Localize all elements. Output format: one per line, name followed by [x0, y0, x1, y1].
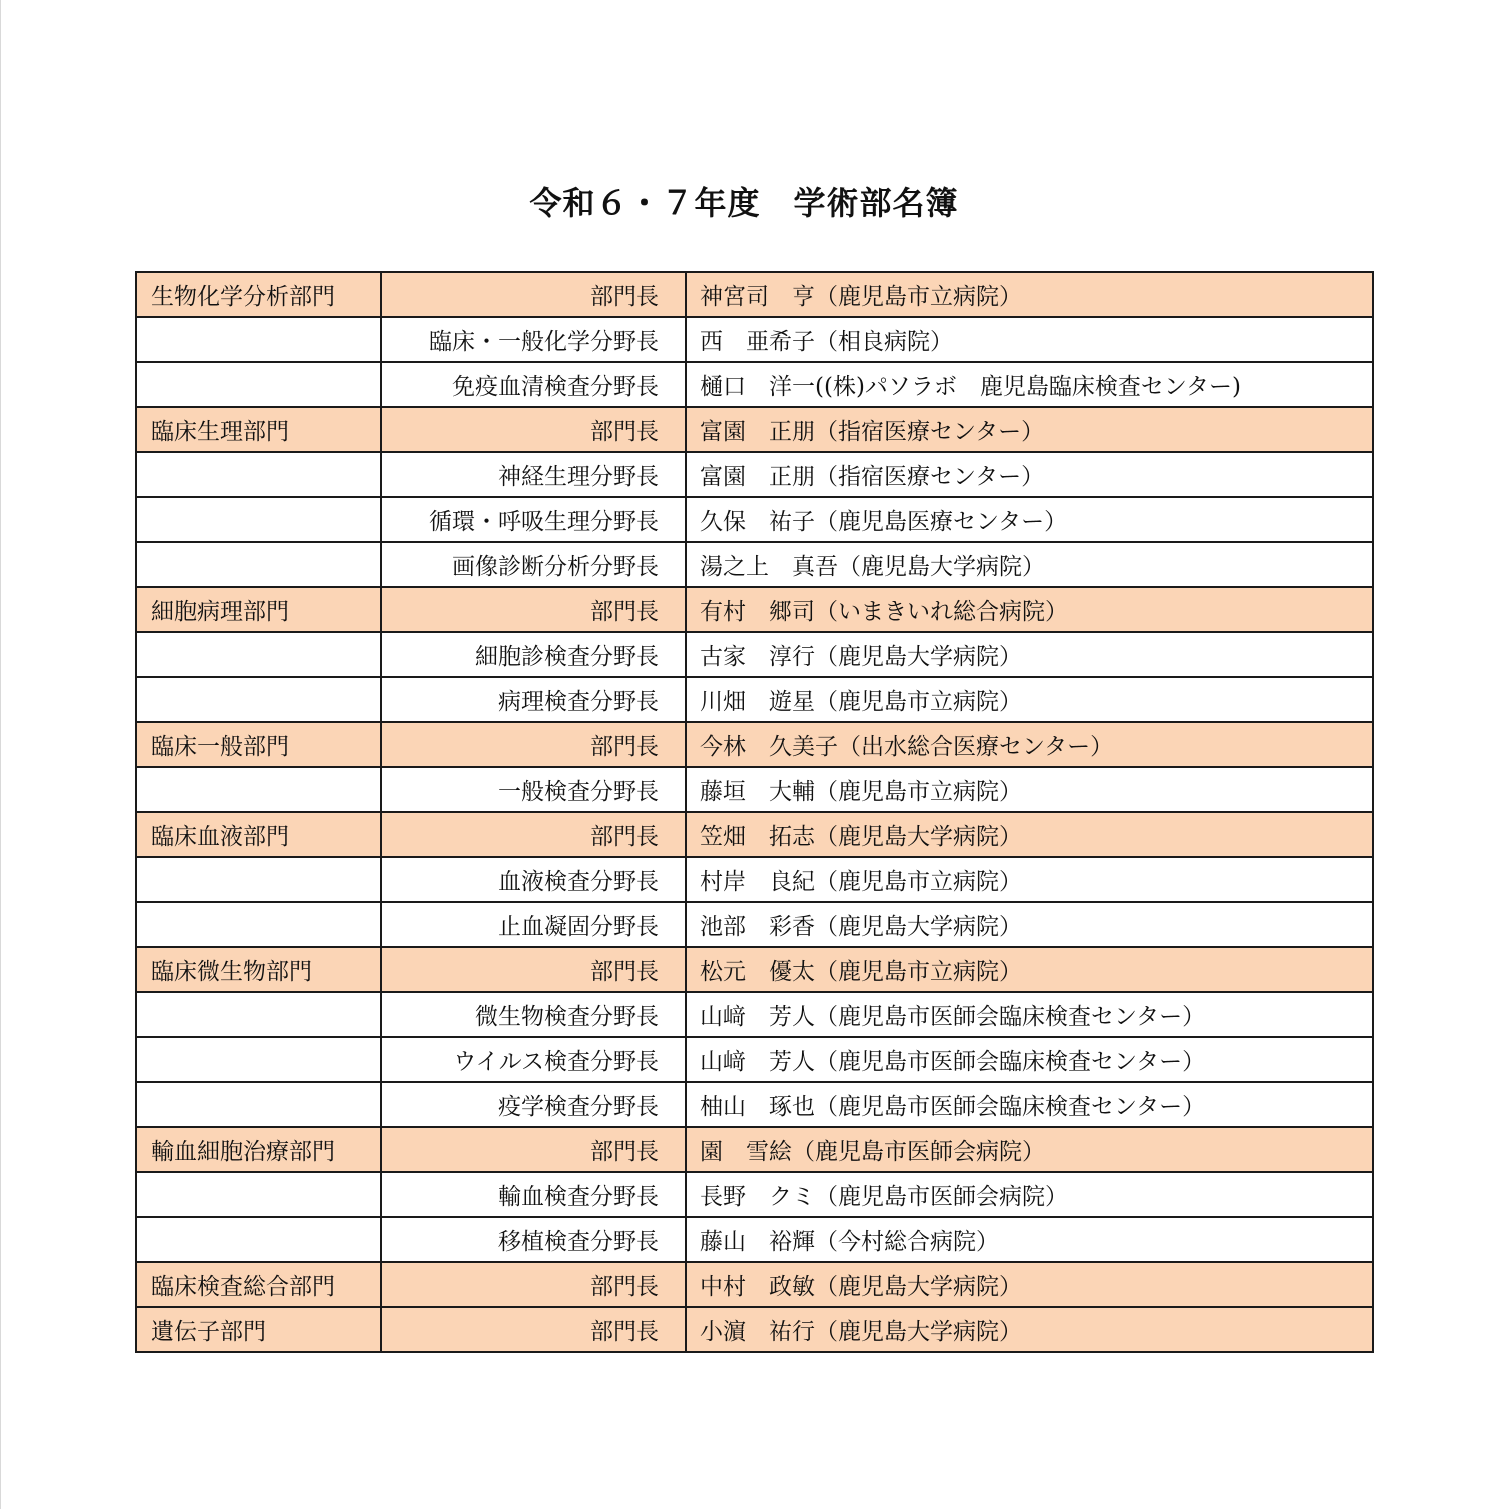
role-cell: 止血凝固分野長	[381, 902, 686, 947]
department-cell: 細胞病理部門	[136, 587, 381, 632]
department-head-row	[136, 1307, 1373, 1352]
person-cell: 神宮司 亨（鹿児島市立病院）	[686, 272, 1373, 317]
person-cell: 富園 正朋（指宿医療センター）	[686, 407, 1373, 452]
role-cell: 部門長	[381, 1307, 686, 1352]
person-cell: 山﨑 芳人（鹿児島市医師会臨床検査センター）	[686, 1037, 1373, 1082]
person-cell: 園 雪絵（鹿児島市医師会病院）	[686, 1127, 1373, 1172]
role-cell: 病理検査分野長	[381, 677, 686, 722]
department-head-row	[136, 812, 1373, 857]
department-head-row	[136, 407, 1373, 452]
person-cell: 樋口 洋一((株)パソラボ 鹿児島臨床検査センター)	[686, 362, 1373, 407]
department-cell	[136, 317, 381, 362]
role-cell: 部門長	[381, 272, 686, 317]
person-cell: 池部 彩香（鹿児島大学病院）	[686, 902, 1373, 947]
department-cell: 臨床検査総合部門	[136, 1262, 381, 1307]
role-cell: 血液検査分野長	[381, 857, 686, 902]
role-cell: 部門長	[381, 1262, 686, 1307]
department-cell: 臨床微生物部門	[136, 947, 381, 992]
role-cell: 臨床・一般化学分野長	[381, 317, 686, 362]
table-row	[136, 632, 1373, 677]
department-head-row	[136, 947, 1373, 992]
table-row	[136, 857, 1373, 902]
department-head-row	[136, 587, 1373, 632]
department-head-row	[136, 1127, 1373, 1172]
person-cell: 富園 正朋（指宿医療センター）	[686, 452, 1373, 497]
role-cell: 微生物検査分野長	[381, 992, 686, 1037]
department-cell	[136, 992, 381, 1037]
role-cell: 部門長	[381, 1127, 686, 1172]
role-cell: 部門長	[381, 947, 686, 992]
person-cell: 西 亜希子（相良病院）	[686, 317, 1373, 362]
person-cell: 柚山 琢也（鹿児島市医師会臨床検査センター）	[686, 1082, 1373, 1127]
table-row	[136, 767, 1373, 812]
role-cell: 移植検査分野長	[381, 1217, 686, 1262]
role-cell: 部門長	[381, 587, 686, 632]
table-row	[136, 317, 1373, 362]
table-row	[136, 1217, 1373, 1262]
person-cell: 古家 淳行（鹿児島大学病院）	[686, 632, 1373, 677]
table-row	[136, 902, 1373, 947]
role-cell: 部門長	[381, 812, 686, 857]
department-cell: 臨床生理部門	[136, 407, 381, 452]
department-cell	[136, 452, 381, 497]
role-cell: ウイルス検査分野長	[381, 1037, 686, 1082]
department-cell: 臨床血液部門	[136, 812, 381, 857]
department-cell	[136, 362, 381, 407]
role-cell: 輸血検査分野長	[381, 1172, 686, 1217]
table-row	[136, 497, 1373, 542]
role-cell: 神経生理分野長	[381, 452, 686, 497]
person-cell: 久保 祐子（鹿児島医療センター）	[686, 497, 1373, 542]
role-cell: 一般検査分野長	[381, 767, 686, 812]
department-head-row	[136, 1262, 1373, 1307]
table-row	[136, 362, 1373, 407]
table-row	[136, 1082, 1373, 1127]
role-cell: 循環・呼吸生理分野長	[381, 497, 686, 542]
person-cell: 山﨑 芳人（鹿児島市医師会臨床検査センター）	[686, 992, 1373, 1037]
person-cell: 松元 優太（鹿児島市立病院）	[686, 947, 1373, 992]
roster-table-body	[136, 272, 1373, 1352]
person-cell: 有村 郷司（いまきいれ総合病院）	[686, 587, 1373, 632]
department-cell: 生物化学分析部門	[136, 272, 381, 317]
role-cell: 画像診断分析分野長	[381, 542, 686, 587]
person-cell: 川畑 遊星（鹿児島市立病院）	[686, 677, 1373, 722]
department-cell	[136, 1172, 381, 1217]
department-cell	[136, 857, 381, 902]
department-cell	[136, 497, 381, 542]
department-cell	[136, 1217, 381, 1262]
roster-table	[135, 271, 1374, 1353]
department-head-row	[136, 272, 1373, 317]
person-cell: 湯之上 真吾（鹿児島大学病院）	[686, 542, 1373, 587]
table-row	[136, 677, 1373, 722]
role-cell: 免疫血清検査分野長	[381, 362, 686, 407]
page-left-edge	[0, 0, 1, 1509]
person-cell: 藤垣 大輔（鹿児島市立病院）	[686, 767, 1373, 812]
person-cell: 笠畑 拓志（鹿児島大学病院）	[686, 812, 1373, 857]
department-cell: 輸血細胞治療部門	[136, 1127, 381, 1172]
department-cell	[136, 632, 381, 677]
department-cell	[136, 1082, 381, 1127]
person-cell: 中村 政敏（鹿児島大学病院）	[686, 1262, 1373, 1307]
department-head-row	[136, 722, 1373, 767]
person-cell: 小濵 祐行（鹿児島大学病院）	[686, 1307, 1373, 1352]
role-cell: 細胞診検査分野長	[381, 632, 686, 677]
page-title: 令和６・７年度 学術部名簿	[529, 184, 959, 222]
department-cell	[136, 902, 381, 947]
table-row	[136, 452, 1373, 497]
table-row	[136, 1037, 1373, 1082]
department-cell	[136, 677, 381, 722]
person-cell: 村岸 良紀（鹿児島市立病院）	[686, 857, 1373, 902]
role-cell: 疫学検査分野長	[381, 1082, 686, 1127]
department-cell	[136, 542, 381, 587]
role-cell: 部門長	[381, 722, 686, 767]
role-cell: 部門長	[381, 407, 686, 452]
department-cell	[136, 767, 381, 812]
person-cell: 藤山 裕輝（今村総合病院）	[686, 1217, 1373, 1262]
department-cell: 臨床一般部門	[136, 722, 381, 767]
department-cell: 遺伝子部門	[136, 1307, 381, 1352]
person-cell: 今林 久美子（出水総合医療センター）	[686, 722, 1373, 767]
table-row	[136, 542, 1373, 587]
person-cell: 長野 クミ（鹿児島市医師会病院）	[686, 1172, 1373, 1217]
table-row	[136, 992, 1373, 1037]
department-cell	[136, 1037, 381, 1082]
table-row	[136, 1172, 1373, 1217]
